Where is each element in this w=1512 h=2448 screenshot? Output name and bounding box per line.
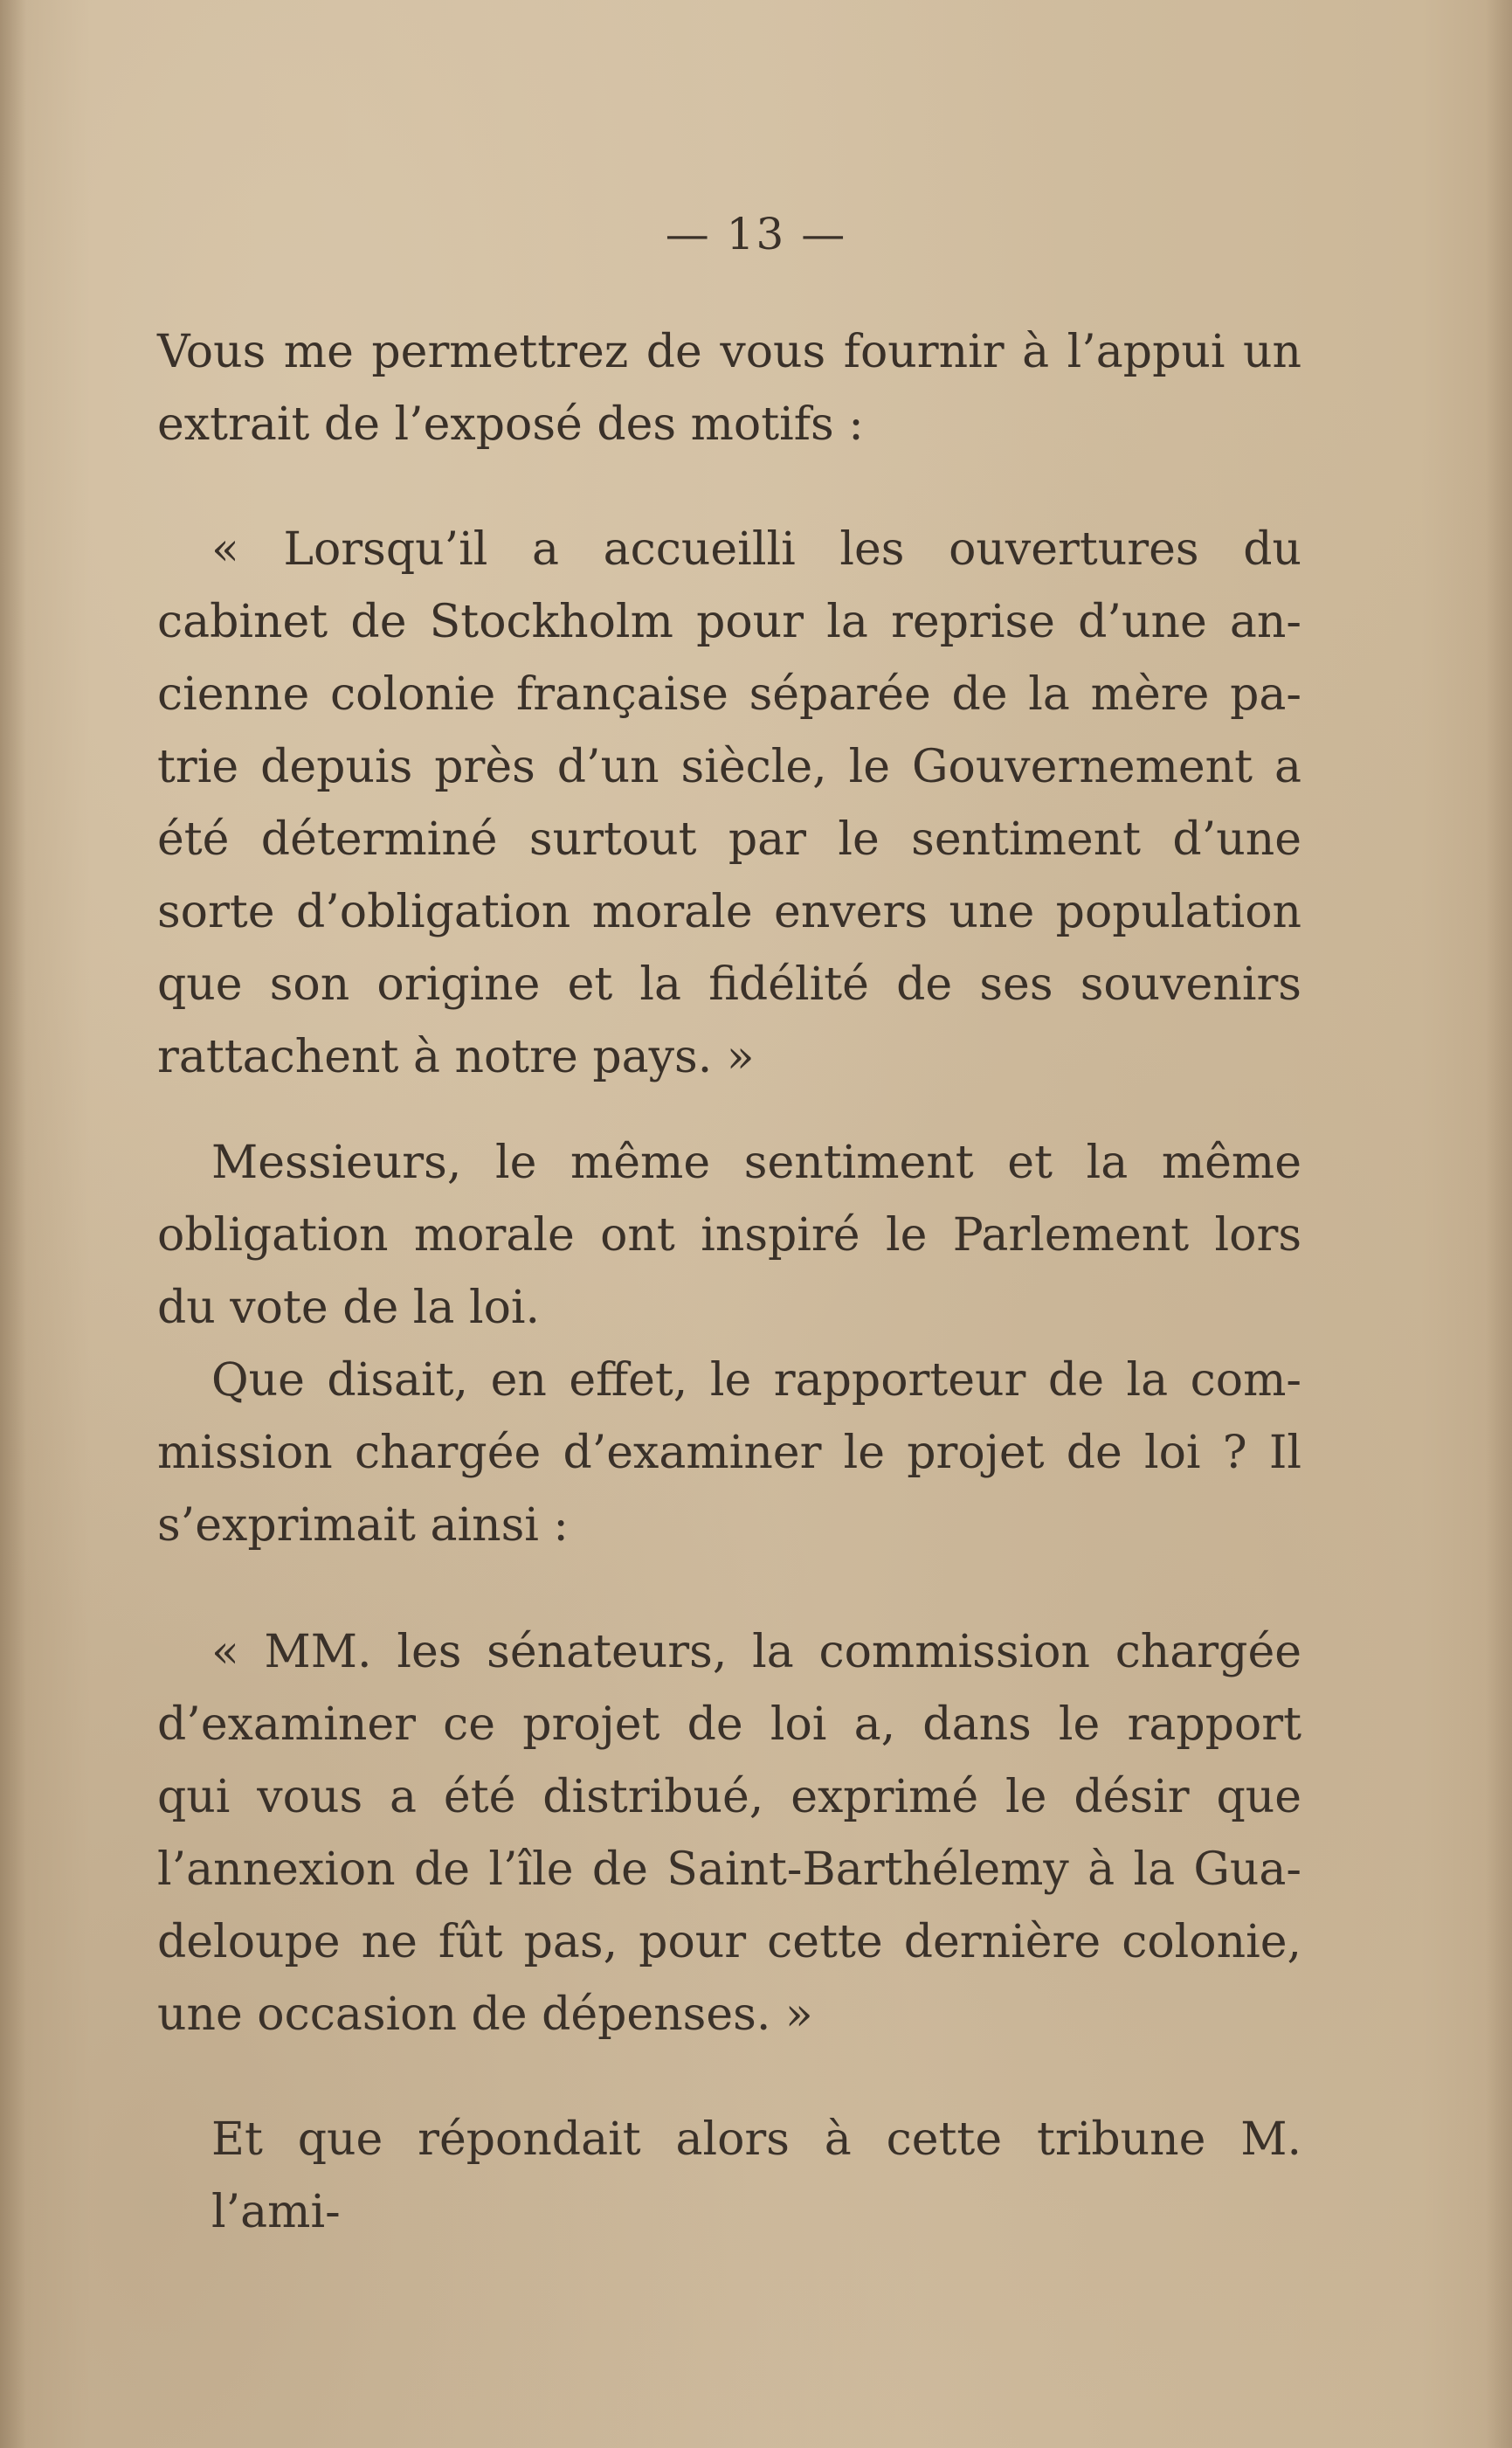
text-line: cabinet de Stockholm pour la reprise d’une an- [157, 596, 1301, 648]
paragraph-2-quote [157, 514, 1301, 1094]
text-line: cienne colonie française séparée de la mère pa- [157, 668, 1301, 721]
text-line: obligation morale ont inspiré le Parlement lors [157, 1209, 1301, 1262]
text-line: qui vous a été distribué, exprimé le désir que [157, 1771, 1301, 1823]
text-line: d’examiner ce projet de loi a, dans le rapport [157, 1698, 1301, 1751]
text-line: s’exprimait ainsi : [157, 1499, 569, 1552]
text-line: l’annexion de l’île de Saint-Barthélemy à la Gua- [157, 1843, 1301, 1896]
text-line: été déterminé surtout par le sentiment d’une [157, 813, 1301, 866]
text-line: sorte d’obligation morale envers une population [157, 886, 1301, 938]
text-line: du vote de la loi. [157, 1282, 541, 1334]
page-edge-left [0, 0, 26, 2448]
text-line: mission chargée d’examiner le projet de loi ? Il [157, 1427, 1301, 1479]
text-line: Et que répondait alors à cette tribune M. l’ami- [211, 2113, 1301, 2238]
page-edge-right [1486, 0, 1512, 2448]
paragraph-5-quote [157, 1616, 1301, 2051]
text-line: rattachent à notre pays. » [157, 1031, 755, 1083]
text-line: « Lorsqu’il a accueilli les ouvertures du [211, 523, 1301, 576]
paragraph-6 [157, 2104, 1301, 2238]
text-line: Messieurs, le même sentiment et la même [211, 1137, 1301, 1189]
paragraph-1 [157, 316, 1301, 461]
text-line: une occasion de dépenses. » [157, 1988, 813, 2041]
text-line: Que disait, en effet, le rapporteur de la com- [211, 1354, 1301, 1407]
paragraph-3 [157, 1127, 1301, 1345]
paragraph-4 [157, 1345, 1301, 1562]
text-line: extrait de l’exposé des motifs : [157, 398, 864, 451]
text-line: que son origine et la fidélité de ses souvenirs [157, 958, 1301, 1011]
text-line: deloupe ne fût pas, pour cette dernière colonie, [157, 1916, 1301, 1968]
text-line: « MM. les sénateurs, la commission chargée [211, 1626, 1301, 1678]
page-number: — 13 — [665, 209, 847, 259]
text-line: Vous me permettrez de vous fournir à l’appui un [157, 326, 1301, 378]
text-line: trie depuis près d’un siècle, le Gouvernement a [157, 741, 1301, 793]
